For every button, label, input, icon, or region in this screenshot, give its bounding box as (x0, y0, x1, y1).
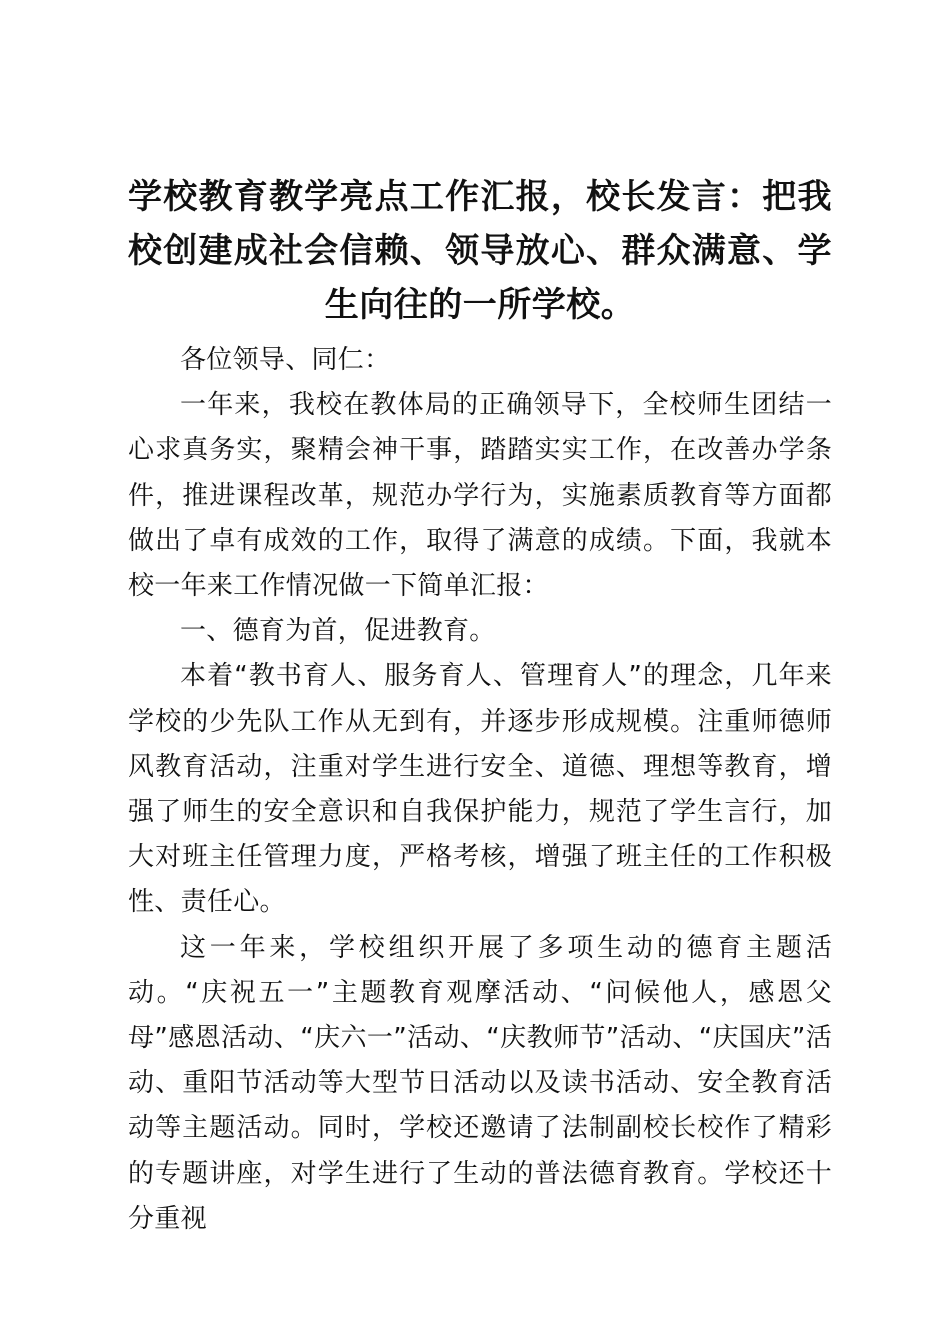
section-heading-moral-education: 一、德育为首，促进教育。 (180, 616, 496, 647)
document-body (128, 338, 832, 1242)
paragraph-intro: 一年来，我校在教体局的正确领导下，全校师生团结一心求真务实，聚精会神干事，踏踏实实工作，在改善办学条件，推进课程改革，规范办学行为，实施素质教育等方面都做出了卓有成效的工作，取得了满意的成绩。下面，我就本校一年来工作情况做一下简单汇报： (128, 390, 832, 602)
document-page (128, 170, 832, 1242)
paragraph-activities: 这一年来，学校组织开展了多项生动的德育主题活动。“庆祝五一”主题教育观摩活动、“问候他人，感恩父母”感恩活动、“庆六一”活动、“庆教师节”活动、“庆国庆”活动、重阳节活动等大型节日活动以及读书活动、安全教育活动等主题活动。同时，学校还邀请了法制副校长校作了精彩的专题讲座，对学生进行了生动的普法德育教育。学校还十分重视 (128, 932, 832, 1234)
paragraph-moral-education: 本着“教书育人、服务育人、管理育人”的理念，几年来学校的少先队工作从无到有，并逐步形成规模。注重师德师风教育活动，注重对学生进行安全、道德、理想等教育，增强了师生的安全意识和自我保护能力，规范了学生言行，加大对班主任管理力度，严格考核，增强了班主任的工作积极性、责任心。 (128, 661, 832, 918)
salutation: 各位领导、同仁： (180, 345, 391, 375)
document-title: 学校教育教学亮点工作汇报，校长发言：把我校创建成社会信赖、领导放心、群众满意、学生向往的一所学校。 (128, 177, 832, 325)
